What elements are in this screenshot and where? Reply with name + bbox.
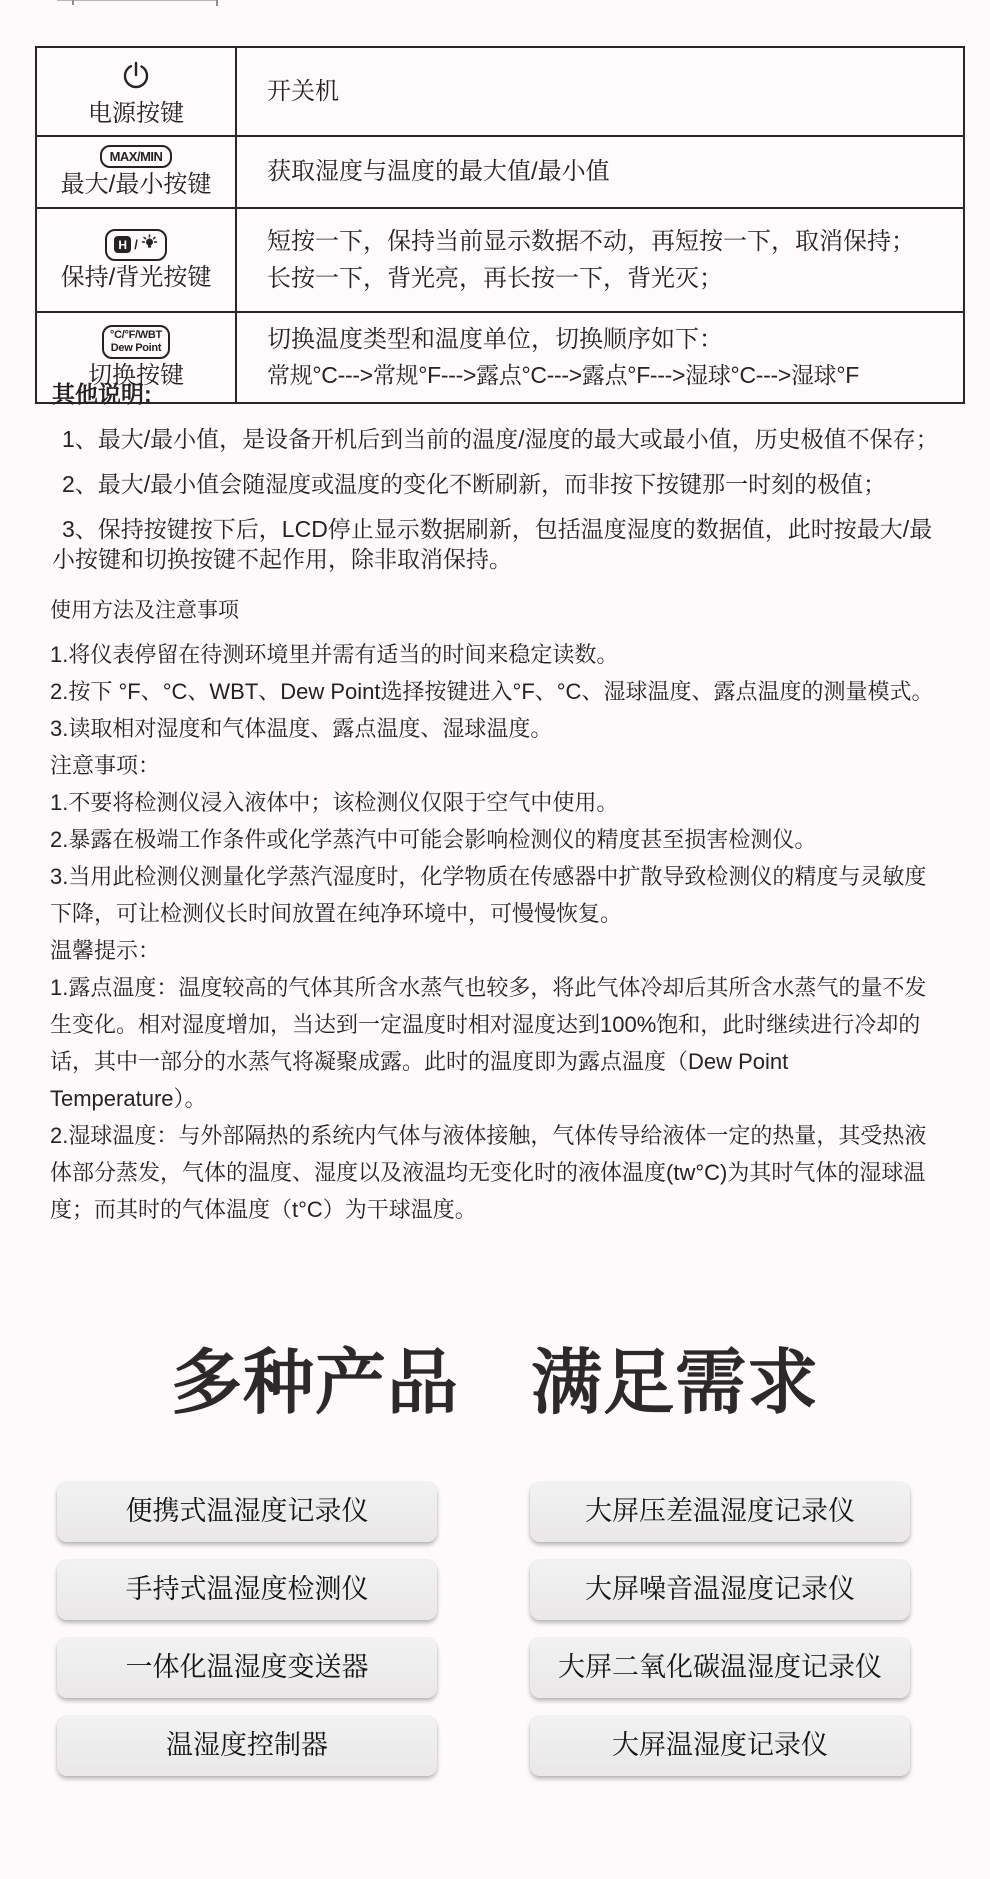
products-section [0,1336,990,1776]
product-button-co2-logger[interactable]: 大屏二氧化碳温湿度记录仪 [530,1638,910,1698]
other-note-item: 3、保持按键按下后，LCD停止显示数据刷新，包括温度湿度的数据值，此时按最大/最小按键和切换按键不起作用，除非取消保持。 [52,516,933,572]
usage-paragraph: 温馨提示： [50,938,161,963]
key-description-line1: 切换温度类型和温度单位，切换顺序如下： [267,325,723,353]
key-label: 电源按键 [88,100,184,127]
products-grid [0,1482,990,1776]
other-note-item: 2、最大/最小值会随湿度或温度的变化不断刷新，而非按下按键那一时刻的极值； [62,471,887,497]
usage-paragraph: 1.将仪表停留在待测环境里并需有适当的时间来稳定读数。 [50,642,619,667]
other-note-item: 1、最大/最小值，是设备开机后到当前的温度/湿度的最大或最小值，历史极值不保存； [62,426,939,452]
key-label: 最大/最小按键 [60,171,212,199]
product-button-bigscreen-logger[interactable]: 大屏温湿度记录仪 [530,1716,910,1776]
product-button-portable-logger[interactable]: 便携式温湿度记录仪 [57,1482,437,1542]
cropped-table-tick [216,0,218,6]
unit-switch-key-icon [102,325,170,358]
hold-backlight-key-icon [105,229,167,261]
product-button-noise-logger[interactable]: 大屏噪音温湿度记录仪 [530,1560,910,1620]
key-description-line2: 长按一下，背光亮，再长按一下，背光灭； [267,264,723,292]
product-button-pressure-logger[interactable]: 大屏压差温湿度记录仪 [530,1482,910,1542]
notes-section [0,376,990,1228]
table-row-maxmin [37,135,963,206]
unit-switch-icon-line1: °C/°F/WBT [110,329,162,342]
key-description-line1: 短按一下，保持当前显示数据不动，再短按一下，取消保持； [267,227,915,255]
usage-paragraph: 3.当用此检测仪测量化学蒸汽湿度时，化学物质在传感器中扩散导致检测仪的精度与灵敏度下降，可让检测仪长时间放置在纯净环境中，可慢慢恢复。 [50,864,927,926]
products-title: 多种产品 满足需求 [170,1344,819,1423]
hold-key-cell [37,209,237,311]
backlight-bulb-icon [141,234,158,256]
key-description: 开关机 [267,78,339,106]
table-row-power [37,48,963,135]
usage-paragraph: 3.读取相对湿度和气体温度、露点温度、湿球温度。 [50,716,553,741]
usage-section-body [0,636,990,1228]
cropped-table-tick [72,0,74,5]
key-description-line2: 常规°C--->常规°F--->露点°C--->露点°F--->湿球°C--->湿球°F [267,361,860,388]
usage-paragraph: 2.湿球温度：与外部隔热的系统内气体与液体接触，气体传导给液体一定的热量，其受热液体部分蒸发，气体的温度、湿度以及液温均无变化时的液体温度(tw°C)为其时气体的湿球温度；而其时的气体温度（t°C）为干球温度。 [50,1123,927,1222]
usage-paragraph: 注意事项： [50,753,161,778]
usage-paragraph: 2.暴露在极端工作条件或化学蒸汽中可能会影响检测仪的精度甚至损害检测仪。 [50,827,817,852]
table-row-hold-backlight [37,207,963,311]
other-notes-heading: 其他说明: [52,381,152,407]
usage-section-heading: 使用方法及注意事项 [50,599,239,622]
slash-separator: / [134,237,138,253]
key-label: 保持/背光按键 [60,263,212,291]
max-min-key-icon: MAX/MIN [100,145,173,168]
key-function-table [35,46,965,404]
cropped-table-edge [57,0,218,1]
power-icon [118,56,154,97]
maxmin-key-cell [37,137,237,206]
product-button-handheld-detector[interactable]: 手持式温湿度检测仪 [57,1560,437,1620]
hold-h-icon: H [114,236,131,253]
product-button-controller[interactable]: 温湿度控制器 [57,1716,437,1776]
usage-paragraph: 1.露点温度：温度较高的气体其所含水蒸气也较多，将此气体冷却后其所含水蒸气的量不发生变化。相对湿度增加，当达到一定温度时相对湿度达到100%饱和，此时继续进行冷却的话，其中一部分的水蒸气将凝聚成露。此时的温度即为露点温度（Dew Point Temperature）。 [50,975,927,1111]
key-description: 获取湿度与温度的最大值/最小值 [267,158,610,186]
unit-switch-icon-line2: Dew Point [110,342,162,354]
usage-paragraph: 2.按下 °F、°C、WBT、Dew Point选择按键进入°F、°C、湿球温度、露点温度的测量模式。 [50,679,934,704]
usage-paragraph: 1.不要将检测仪浸入液体中；该检测仪仅限于空气中使用。 [50,790,619,815]
product-button-integrated-transmitter[interactable]: 一体化温湿度变送器 [57,1638,437,1698]
key-label: 切换按键 [88,361,184,389]
power-key-cell [37,48,237,135]
